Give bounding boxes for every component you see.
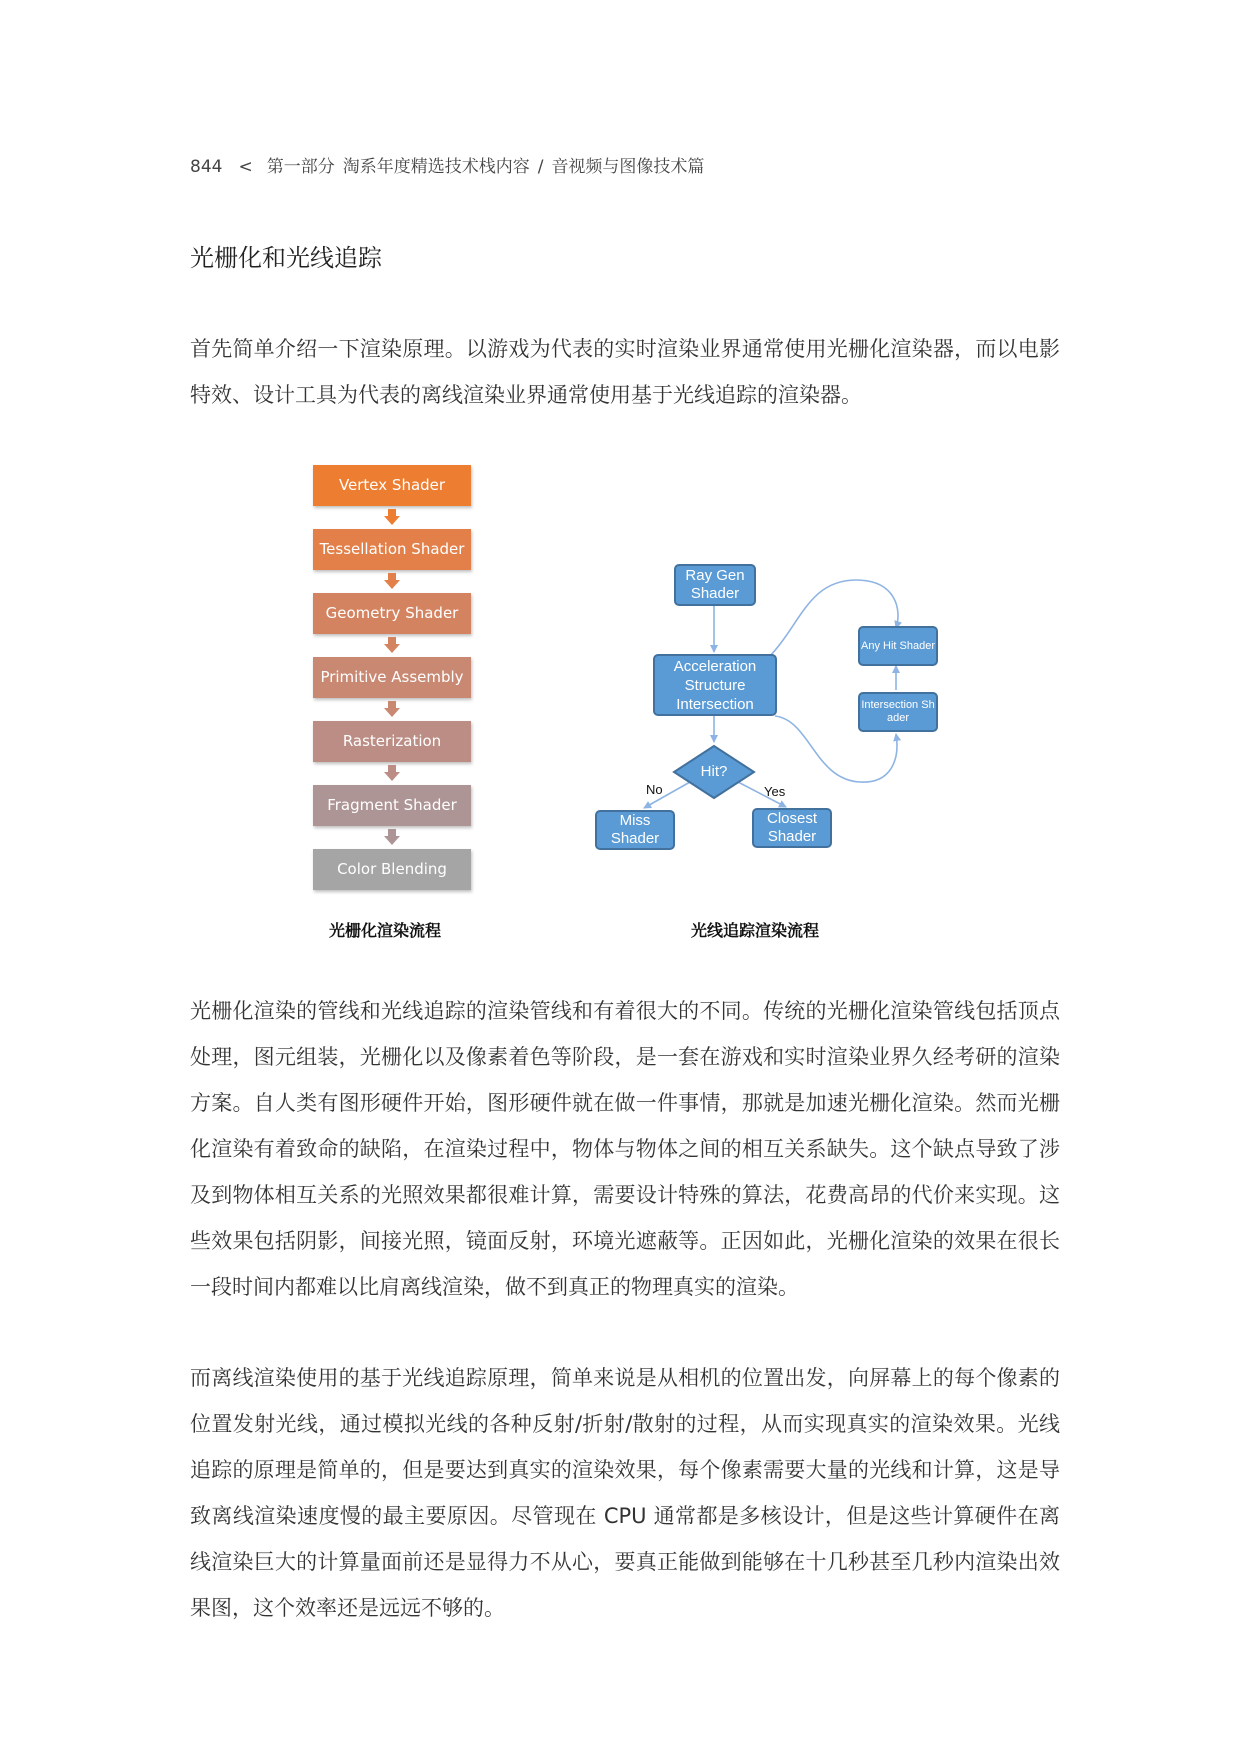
raster-stage-primitive-assembly: Primitive Assembly	[313, 657, 471, 698]
raster-stage-tessellation-shader: Tessellation Shader	[313, 529, 471, 570]
raster-stage-rasterization: Rasterization	[313, 721, 471, 762]
ray-caption: 光线追踪渲染流程	[691, 921, 820, 940]
acceleration-structure-box: Acceleration Structure Intersection	[653, 654, 777, 716]
header-part: 第一部分	[266, 157, 335, 177]
header-chapter: 音视频与图像技术篇	[551, 157, 705, 177]
raster-stage-geometry-shader: Geometry Shader	[313, 593, 471, 634]
intersection-shader-box: Intersection Shader	[858, 692, 938, 732]
paragraph-raytracing: 而离线渲染使用的基于光线追踪原理，简单来说是从相机的位置出发，向屏幕上的每个像素的位置发射光线，通过模拟光线的各种反射/折射/散射的过程，从而实现真实的渲染效果。光线追踪的原理是简单的，但是要达到真实的渲染效果，每个像素需要大量的光线和计算，这是导致离线渲染速度慢的最主要原因。尽管现在 CPU 通常都是多核设计，但是这些计算硬件在离线渲染巨大的计算量面前还是显得力不从心，要真正能做到能够在十几秒甚至几秒内渲染出效果图，这个效率还是远远不够的。	[190, 1366, 1060, 1620]
header-separator: <	[238, 157, 253, 177]
section-title: 光栅化和光线追踪	[190, 244, 382, 272]
header-slash: /	[537, 157, 544, 177]
ray-gen-shader-box: Ray Gen Shader	[674, 564, 756, 606]
page-number: 844	[190, 157, 223, 177]
raster-stage-color-blending: Color Blending	[313, 849, 471, 890]
yes-label: Yes	[764, 784, 786, 799]
no-label: No	[646, 782, 663, 797]
paragraph-raster: 光栅化渲染的管线和光线追踪的渲染管线和有着很大的不同。传统的光栅化渲染管线包括顶点处理，图元组装，光栅化以及像素着色等阶段，是一套在游戏和实时渲染业界久经考研的渲染方案。自人类有图形硬件开始，图形硬件就在做一件事情，那就是加速光栅化渲染。然而光栅化渲染有着致命的缺陷，在渲染过程中，物体与物体之间的相互关系缺失。这个缺点导致了涉及到物体相互关系的光照效果都很难计算，需要设计特殊的算法，花费高昂的代价来实现。这些效果包括阴影，间接光照，镜面反射，环境光遮蔽等。正因如此，光栅化渲染的效果在很长一段时间内都难以比肩离线渲染，做不到真正的物理真实的渲染。	[190, 999, 1060, 1299]
paragraph-intro: 首先简单介绍一下渲染原理。以游戏为代表的实时渲染业界通常使用光栅化渲染器，而以电影特效、设计工具为代表的离线渲染业界通常使用基于光线追踪的渲染器。	[190, 337, 1060, 407]
miss-shader-box: Miss Shader	[595, 810, 675, 850]
closest-shader-box: Closest Shader	[752, 808, 832, 848]
any-hit-shader-box: Any Hit Shader	[858, 626, 938, 666]
hit-label: Hit?	[700, 763, 728, 780]
raster-stage-fragment-shader: Fragment Shader	[313, 785, 471, 826]
header-book: 淘系年度精选技术栈内容	[342, 157, 530, 177]
raster-caption: 光栅化渲染流程	[329, 921, 442, 940]
raster-stage-vertex-shader: Vertex Shader	[313, 465, 471, 506]
